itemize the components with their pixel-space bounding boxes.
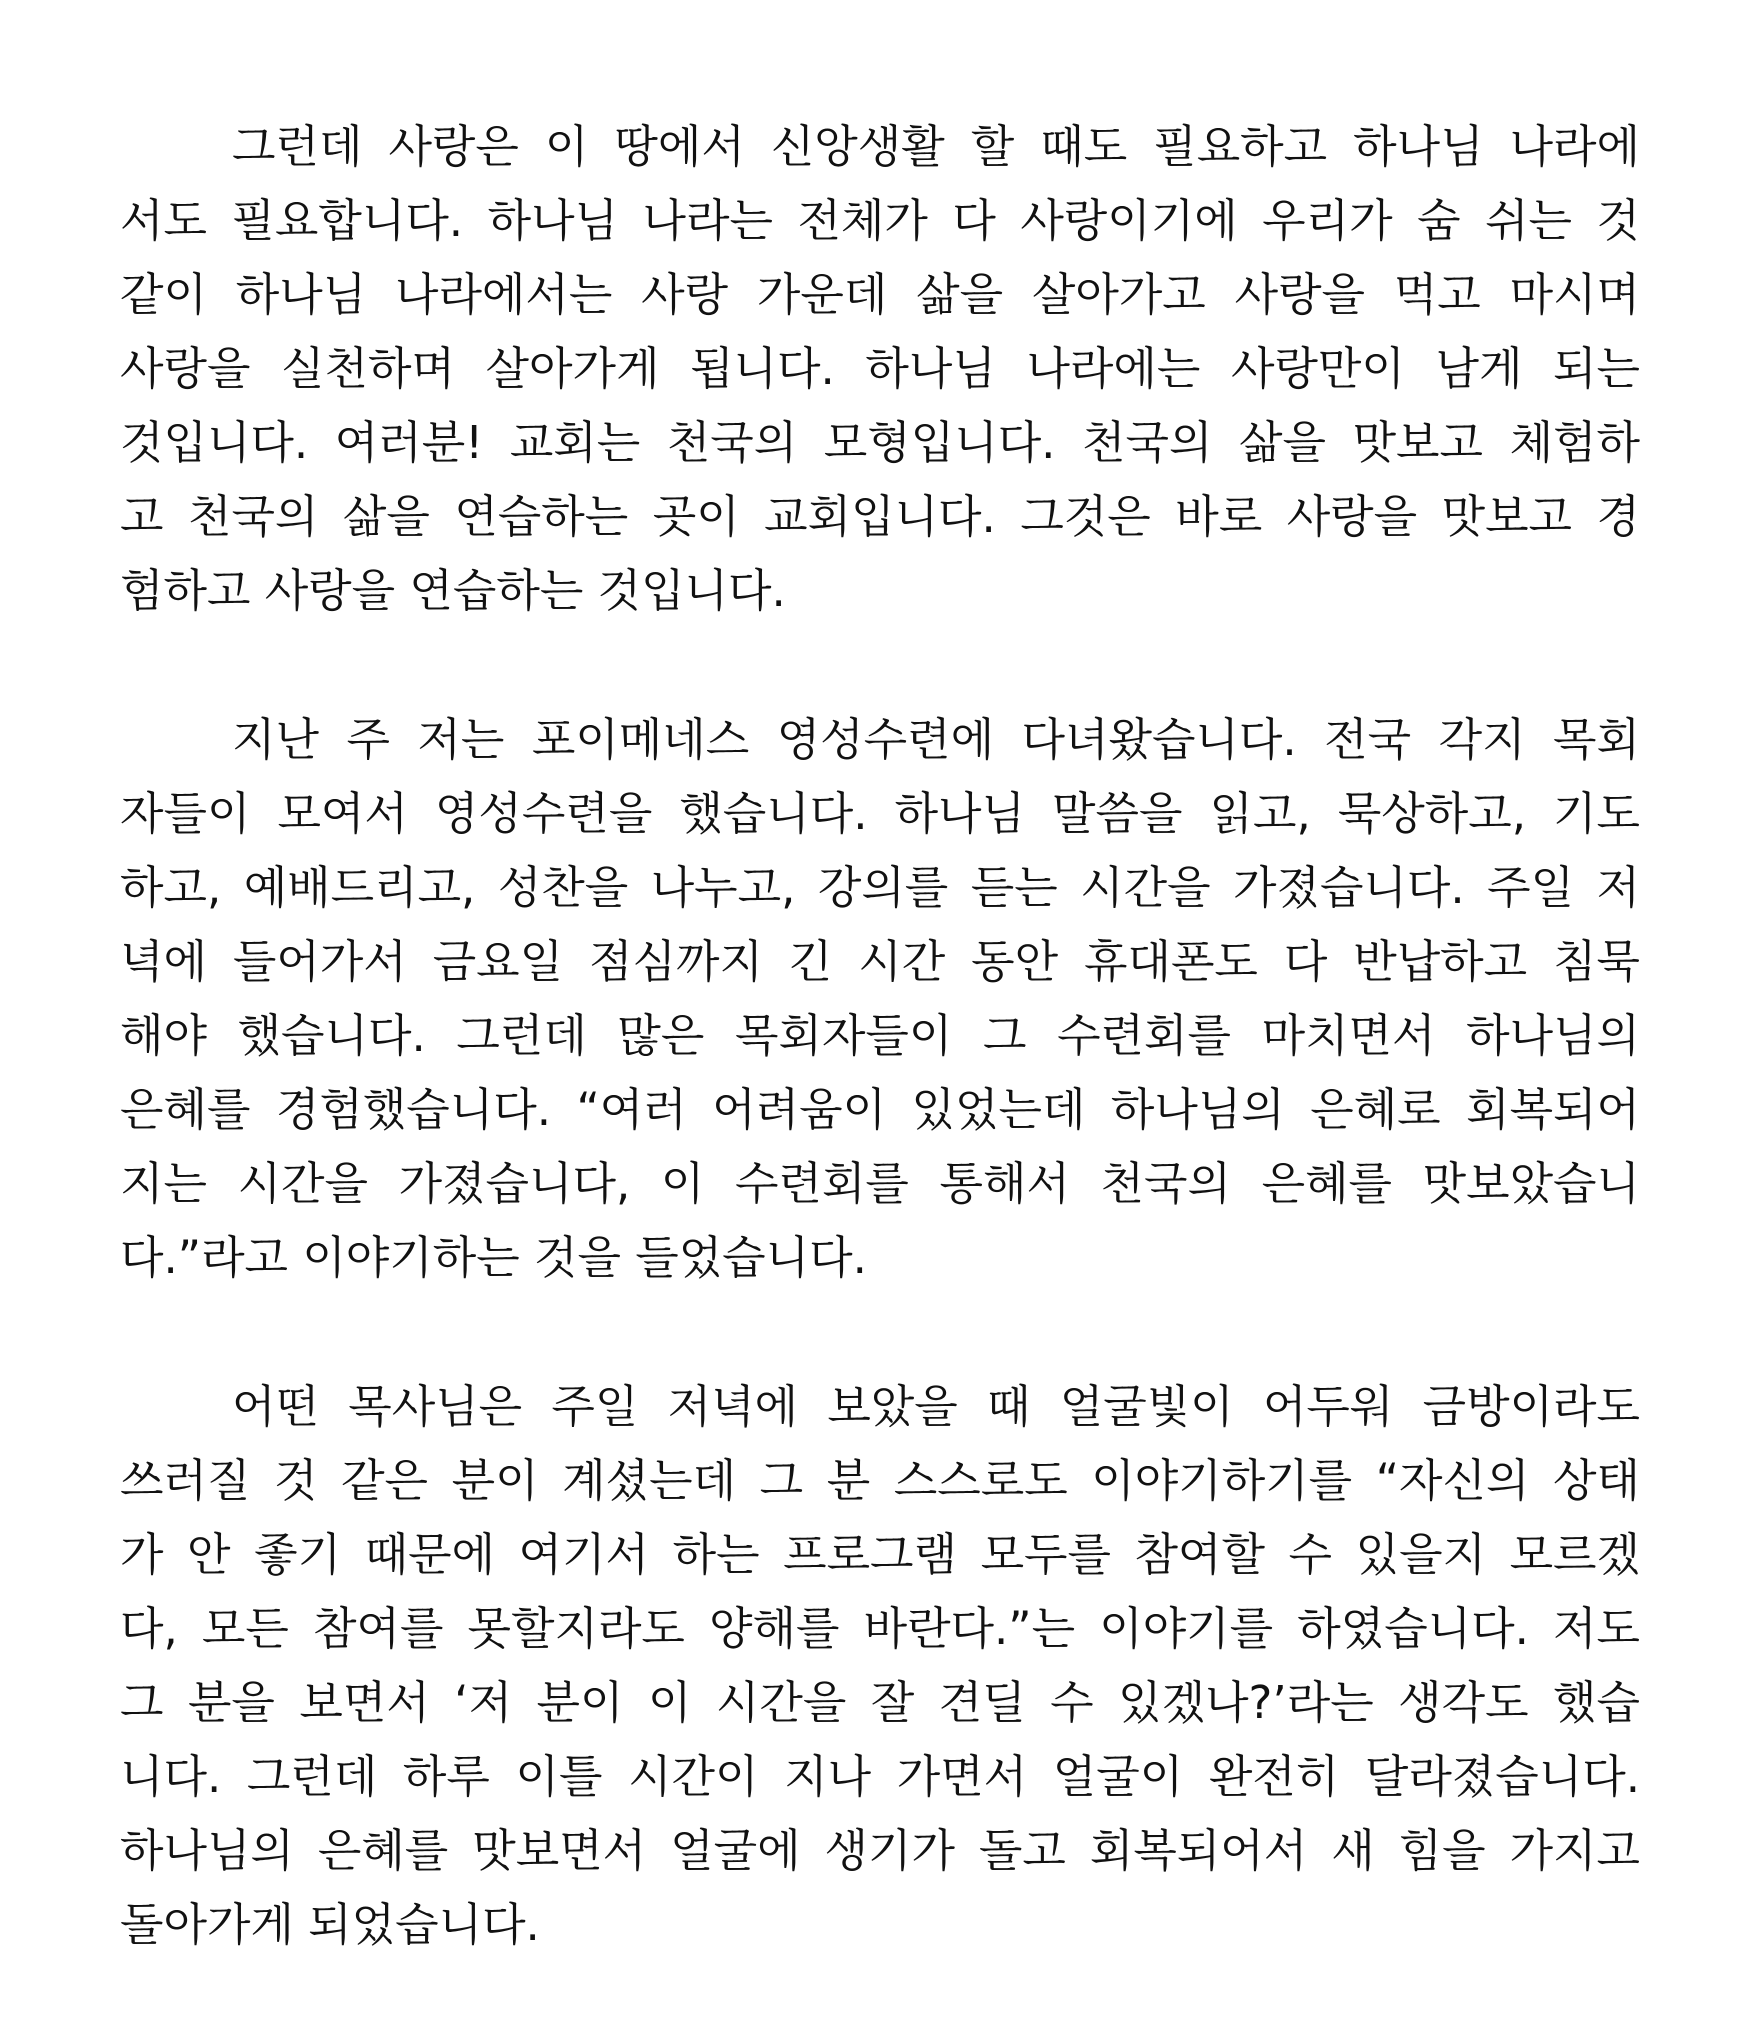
text-line: 지는 시간을 가졌습니다, 이 수련회를 통해서 천국의 은혜를 맛보았습니 [120, 1157, 1640, 1210]
text-line: 니다. 그런데 하루 이틀 시간이 지나 가면서 얼굴이 완전히 달라졌습니다. [120, 1750, 1640, 1803]
text-line: 그 분을 보면서 ‘저 분이 이 시간을 잘 견딜 수 있겠나?’라는 생각도 했습 [120, 1676, 1640, 1729]
paragraph-1 [120, 110, 1640, 628]
text-line: 지난 주 저는 포이메네스 영성수련에 다녀왔습니다. 전국 각지 목회 [232, 713, 1640, 766]
text-line: 것입니다. 여러분! 교회는 천국의 모형입니다. 천국의 삶을 맛보고 체험하 [120, 416, 1640, 469]
text-line: 고 천국의 삶을 연습하는 곳이 교회입니다. 그것은 바로 사랑을 맛보고 경 [120, 490, 1640, 543]
text-line: 자들이 모여서 영성수련을 했습니다. 하나님 말씀을 읽고, 묵상하고, 기도 [120, 787, 1640, 840]
text-line: 쓰러질 것 같은 분이 계셨는데 그 분 스스로도 이야기하기를 “자신의 상태 [120, 1454, 1640, 1507]
paragraph-2 [120, 703, 1640, 1295]
text-line: 험하고 사랑을 연습하는 것입니다. [120, 564, 786, 617]
text-line: 하나님의 은혜를 맛보면서 얼굴에 생기가 돌고 회복되어서 새 힘을 가지고 [120, 1824, 1640, 1877]
text-line: 같이 하나님 나라에서는 사랑 가운데 삶을 살아가고 사랑을 먹고 마시며 [120, 268, 1640, 321]
text-line: 그런데 사랑은 이 땅에서 신앙생활 할 때도 필요하고 하나님 나라에 [232, 120, 1640, 173]
text-line: 서도 필요합니다. 하나님 나라는 전체가 다 사랑이기에 우리가 숨 쉬는 것 [120, 194, 1640, 247]
text-line: 가 안 좋기 때문에 여기서 하는 프로그램 모두를 참여할 수 있을지 모르겠 [120, 1528, 1640, 1581]
text-line: 녁에 들어가서 금요일 점심까지 긴 시간 동안 휴대폰도 다 반납하고 침묵 [120, 935, 1640, 988]
text-line: 어떤 목사님은 주일 저녁에 보았을 때 얼굴빛이 어두워 금방이라도 [232, 1380, 1640, 1433]
text-line: 해야 했습니다. 그런데 많은 목회자들이 그 수련회를 마치면서 하나님의 [120, 1009, 1640, 1062]
text-line: 은혜를 경험했습니다. “여러 어려움이 있었는데 하나님의 은혜로 회복되어 [120, 1083, 1640, 1136]
text-line: 하고, 예배드리고, 성찬을 나누고, 강의를 듣는 시간을 가졌습니다. 주일 저 [120, 861, 1640, 914]
text-line: 다, 모든 참여를 못할지라도 양해를 바란다.”는 이야기를 하였습니다. 저도 [120, 1602, 1640, 1655]
text-line: 사랑을 실천하며 살아가게 됩니다. 하나님 나라에는 사랑만이 남게 되는 [120, 342, 1640, 395]
text-line: 다.”라고 이야기하는 것을 들었습니다. [120, 1231, 867, 1284]
text-line: 돌아가게 되었습니다. [120, 1898, 540, 1951]
paragraph-3 [120, 1370, 1640, 1962]
document-page [120, 110, 1640, 2037]
